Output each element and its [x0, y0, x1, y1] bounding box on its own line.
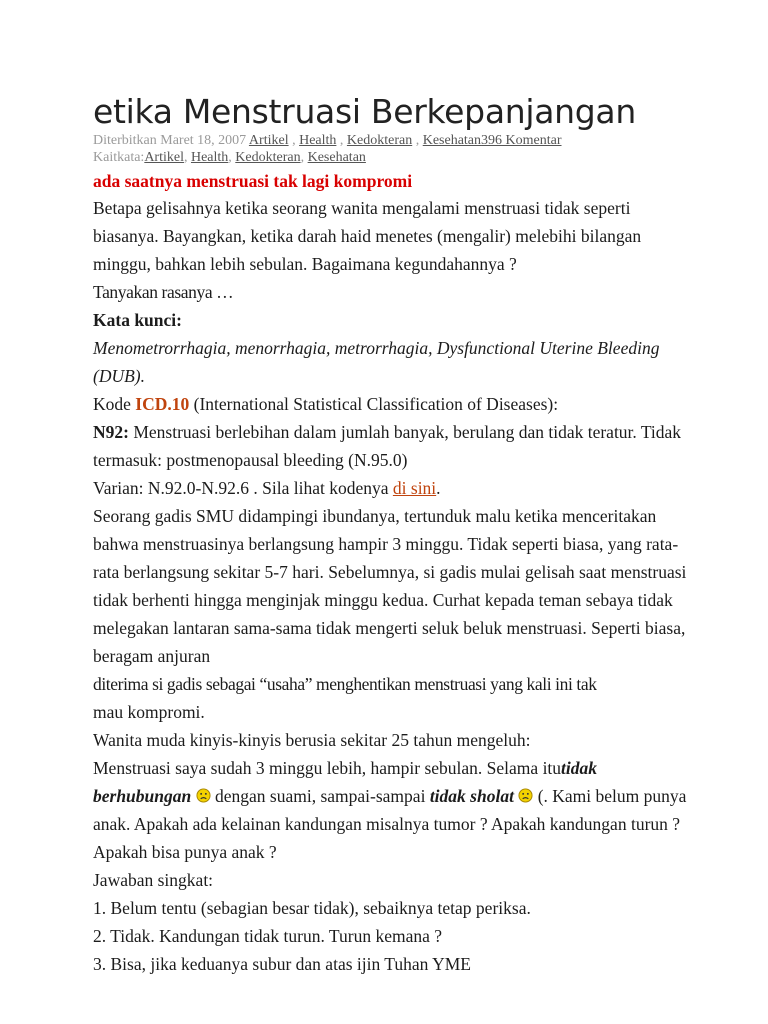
story-1-text-b: diterima si gadis sebagai “usaha” menghentikan menstruasi yang kali ini tak — [93, 674, 597, 694]
category-link-health[interactable]: Health — [299, 133, 337, 148]
icd-prefix: Kode — [93, 394, 136, 414]
complaint-emphasis-2: tidak sholat — [429, 786, 514, 806]
intro-paragraph: Betapa gelisahnya ketika seorang wanita mengalami menstruasi tidak seperti biasanya. Bayangkan, ketika darah haid menetes (mengalir) melebihi bilangan minggu, bahkan lebih sebulan. Bagaimana kegundahannya ? — [93, 198, 642, 274]
article-meta-line-2: Kaitkata:Artikel, Health, Kedokteran, Kesehatan — [93, 150, 366, 165]
keywords-text: Menometrorrhagia, menorrhagia, metrorrhagia, Dysfunctional Uterine Bleeding (DUB). — [93, 338, 660, 386]
article-lead: ada saatnya menstruasi tak lagi kompromi — [93, 171, 413, 191]
tag-link-kedokteran[interactable]: Kedokteran — [235, 150, 301, 165]
answer-item: 2. Tidak. Kandungan tidak turun. Turun kemana ? — [93, 926, 443, 946]
story-paragraph-1 — [93, 502, 693, 726]
category-link-kesehatan[interactable]: Kesehatan — [422, 133, 482, 148]
tags-label: Kaitkata: — [93, 150, 145, 165]
answer-item: 1. Belum tentu (sebagian besar tidak), sebaiknya tetap periksa. — [93, 898, 531, 918]
icd-line — [93, 390, 693, 418]
keywords-label: Kata kunci: — [93, 310, 182, 330]
published-date: Diterbitkan Maret 18, 2007 — [93, 133, 247, 148]
ask-line: Tanyakan rasanya … — [93, 282, 234, 302]
icd-description: (International Statistical Classification of Diseases): — [189, 394, 559, 414]
complaint-text-a: Menstruasi saya sudah 3 minggu lebih, hampir sebulan. Selama itu — [93, 758, 562, 778]
varian-text: Varian: N.92.0-N.92.6 . Sila lihat kodenya — [93, 478, 393, 498]
story-paragraph-2: Wanita muda kinyis-kinyis berusia sekitar 25 tahun mengeluh: — [93, 730, 531, 750]
complaint-paragraph — [93, 754, 693, 866]
n92-label: N92: — [93, 422, 129, 442]
n92-paragraph — [93, 418, 693, 474]
article-content — [93, 92, 693, 978]
complaint-emphasis-1: tidak berhubungan — [93, 758, 598, 806]
sad-face-icon — [518, 788, 533, 803]
di-sini-link[interactable]: di sini — [392, 478, 437, 498]
comments-link[interactable]: 396 Komentar — [481, 133, 562, 148]
tag-link-health[interactable]: Health — [190, 150, 229, 165]
icd-code: ICD.10 — [135, 394, 190, 414]
complaint-text-e: (. Kami belum punya anak. Apakah ada kelainan kandungan misalnya tumor ? Apakah kandungan turun ? Apakah bisa punya anak ? — [93, 786, 687, 862]
answer-item: 3. Bisa, jika keduanya subur dan atas ijin Tuhan YME — [93, 954, 471, 974]
article-title: etika Menstruasi Berkepanjangan — [93, 92, 636, 131]
n92-text: Menstruasi berlebihan dalam jumlah banyak, berulang dan tidak teratur. Tidak termasuk: postmenopausal bleeding (N.95.0) — [93, 422, 682, 470]
sad-face-icon — [196, 788, 211, 803]
tag-link-artikel[interactable]: Artikel — [144, 150, 184, 165]
tag-link-kesehatan[interactable]: Kesehatan — [307, 150, 366, 165]
varian-end: . — [436, 478, 441, 498]
varian-line — [93, 474, 693, 502]
complaint-text-c: dengan suami, sampai-sampai — [210, 786, 430, 806]
story-1-text-c: mau kompromi. — [93, 702, 205, 722]
story-1-text-a: Seorang gadis SMU didampingi ibundanya, tertunduk malu ketika menceritakan bahwa menstruasinya berlangsung hampir 3 minggu. Tidak seperti biasa, yang rata-rata berlangsung sekitar 5-7 hari. Sebelumnya, si gadis mulai gelisah saat menstruasi tidak berhenti hingga menginjak minggu kedua. Curhat kepada teman sebaya tidak melegakan lantaran sama-sama tidak mengerti seluk beluk menstruasi. Seperti biasa, beragam anjuran — [93, 506, 687, 666]
category-link-kedokteran[interactable]: Kedokteran — [346, 133, 413, 148]
category-link-artikel[interactable]: Artikel — [248, 133, 289, 148]
answer-label: Jawaban singkat: — [93, 870, 214, 890]
article-meta-line-1: Diterbitkan Maret 18, 2007 Artikel , Health , Kedokteran , Kesehatan396 Komentar — [93, 133, 562, 148]
